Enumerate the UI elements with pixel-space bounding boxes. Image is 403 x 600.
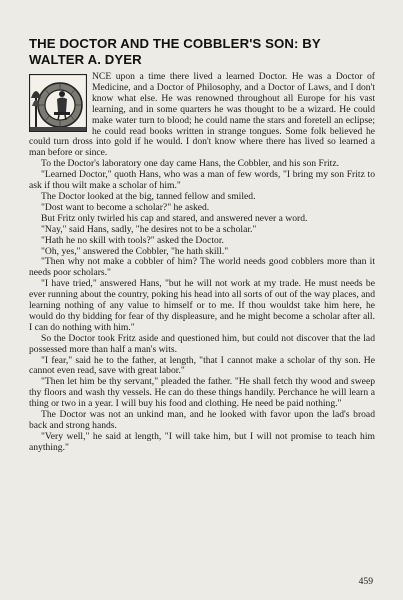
dropcap-illustration <box>29 74 87 132</box>
paragraph-6: But Fritz only twirled his cap and stared, and answered never a word. <box>41 212 308 224</box>
paragraph-4: The Doctor looked at the big, tanned fellow and smiled. <box>41 190 256 202</box>
page-title: THE DOCTOR AND THE COBBLER'S SON: BY WALTER A. DYER <box>29 36 321 67</box>
paragraph-2: To the Doctor's laboratory one day came Hans, the Cobbler, and his son Fritz. <box>41 158 340 170</box>
paragraph-14: "Then let him be thy servant," pleaded the father. "He shall fetch thy wood and sweep thy floors and wash thy vessels. He can do these things handily. Perchance he will learn a thing or two in a year. I will buy his food and clothing. He need be paid nothing." <box>29 376 375 410</box>
paragraph-5: "Dost want to become a scholar?" he asked. <box>41 201 210 213</box>
paragraph-8: "Hath he no skill with tools?" asked the Doctor. <box>41 234 224 246</box>
paragraph-15: The Doctor was not an unkind man, and he looked with favor upon the lad's broad back and strong hands. <box>29 409 375 431</box>
paragraph-7: "Nay," said Hans, sadly, "he desires not to be a scholar." <box>41 223 257 235</box>
page-number: 459 <box>358 576 373 587</box>
paragraph-3: "Learned Doctor," quoth Hans, who was a man of few words, "I bring my son Fritz to ask if thou wilt make a scholar of him." <box>29 169 375 192</box>
article-body <box>29 72 375 454</box>
paragraph-13: "I fear," said he to the father, at length, "that I cannot make a scholar of thy son. He cannot even read, save with great labor." <box>29 354 375 377</box>
paragraph-16: "Very well," he said at length, "I will take him, but I will not promise to teach him anything." <box>29 430 375 453</box>
paragraph-12: So the Doctor took Fritz aside and questioned him, but could not discover that the lad possessed more than half a man's wits. <box>29 332 375 355</box>
paragraph-9: "Oh, yes," answered the Cobbler, "he hath skill." <box>41 245 229 257</box>
first-paragraph-text: NCE upon a time there lived a learned Doctor. He was a Doctor of Medicine, and a Doctor of Philosophy, and a Doctor of Laws, and I don't know what else. He was renowned throughout all Europe for his vast learning, and in some quarters he was thought to be a wizard. He could make water turn to blood; he could name the stars and foretell an eclipse; he could read books written in strange tongues. Some folk believed he could turn dross into gold if he would. I don't know where there has lived so learned a man before or since. <box>29 71 375 159</box>
paragraph-10: "Then why not make a cobbler of him? The world needs good cobblers more than it needs poor scholars." <box>29 256 375 279</box>
paragraph-11: "I have tried," answered Hans, "but he will not work at my trade. He must needs be ever running about the country, poking his head into all sorts of out of the way places, and learning nothing of any value to himself or to me. If thou wouldst take him here, he would do thy bidding for fear of thy displeasure, and he might become a scholar after all. I can do nothing with him." <box>29 278 376 333</box>
dropcap-o-illustration-icon <box>29 74 87 132</box>
